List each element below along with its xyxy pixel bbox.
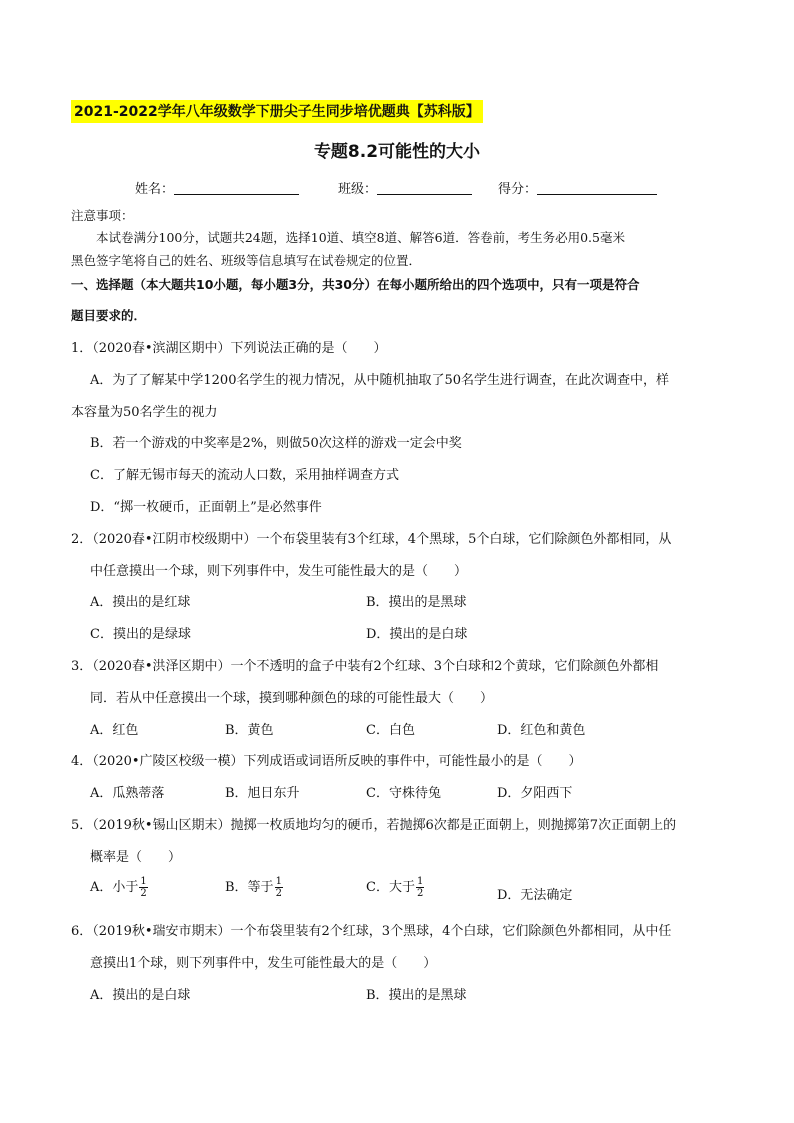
- class-field[interactable]: [338, 178, 472, 197]
- fraction-numerator: 1: [416, 876, 424, 887]
- question-5-option-c[interactable]: [366, 876, 424, 899]
- question-3-stem: 3．（2020春•洪泽区期中）一个不透明的盒子中装有2个红球、3个白球和2个黄球，它们除颜色外都相: [71, 659, 659, 674]
- one-half-fraction: [416, 876, 424, 899]
- question-6-stem: 6．（2019秋•瑞安市期末）一个布袋里装有2个红球，3个黑球，4个白球，它们除颜色外都相同，从中任: [71, 924, 672, 939]
- score-field[interactable]: [498, 178, 657, 197]
- question-1-option-a-cont: 本容量为50名学生的视力: [71, 405, 218, 420]
- question-3-option-c[interactable]: C．白色: [366, 723, 415, 738]
- question-1-stem: 1．（2020春•滨湖区期中）下列说法正确的是（ ）: [71, 341, 387, 356]
- fraction-denominator: 2: [416, 888, 424, 899]
- section-heading-line-2: 题目要求的．: [71, 308, 147, 323]
- question-1-option-b[interactable]: B．若一个游戏的中奖率是2%，则做50次这样的游戏一定会中奖: [90, 436, 462, 451]
- question-1-option-a[interactable]: A．为了了解某中学1200名学生的视力情况，从中随机抽取了50名学生进行调查，在此次调查中，样: [90, 373, 670, 388]
- fraction-denominator: 2: [275, 888, 282, 899]
- exam-series-banner: 2021-2022学年八年级数学下册尖子生同步培优题典【苏科版】: [71, 100, 483, 123]
- score-label: 得分：: [498, 182, 538, 197]
- question-6-stem-cont: 意摸出1个球，则下列事件中，发生可能性最大的是（ ）: [90, 956, 437, 971]
- question-5-option-b[interactable]: [225, 876, 283, 899]
- fraction-denominator: 2: [140, 888, 147, 899]
- question-5-stem-cont: 概率是（ ）: [90, 850, 182, 865]
- name-label: 姓名：: [135, 182, 175, 197]
- fraction-numerator: 1: [275, 876, 282, 887]
- question-5-option-a-text: A．小于: [90, 880, 139, 895]
- name-blank[interactable]: [174, 182, 299, 195]
- question-4-option-b[interactable]: B．旭日东升: [225, 786, 300, 801]
- question-6-option-a[interactable]: A．摸出的是白球: [90, 988, 191, 1003]
- question-3-option-b[interactable]: B．黄色: [225, 723, 274, 738]
- question-5-option-c-text: C．大于: [366, 880, 415, 895]
- name-field[interactable]: [135, 178, 299, 197]
- question-3-option-d[interactable]: D．红色和黄色: [497, 723, 586, 738]
- question-2-stem-cont: 中任意摸出一个球，则下列事件中，发生可能性最大的是（ ）: [90, 564, 468, 579]
- one-half-fraction: [139, 876, 147, 899]
- question-5-option-a[interactable]: [90, 876, 148, 899]
- notes-heading: 注意事项：: [71, 208, 134, 223]
- question-2-option-b[interactable]: B．摸出的是黑球: [366, 595, 467, 610]
- question-1-option-d[interactable]: D．“掷一枚硬币，正面朝上”是必然事件: [90, 500, 322, 515]
- question-2-option-c[interactable]: C．摸出的是绿球: [90, 627, 191, 642]
- score-blank[interactable]: [537, 182, 657, 195]
- class-blank[interactable]: [377, 182, 472, 195]
- question-5-option-b-text: B．等于: [225, 880, 274, 895]
- question-4-option-a[interactable]: A．瓜熟蒂落: [90, 786, 165, 801]
- notes-line-1: 本试卷满分100分，试题共24题，选择10道、填空8道、解答6道．答卷前，考生务必用0.5毫米: [96, 230, 625, 245]
- question-6-option-b[interactable]: B．摸出的是黑球: [366, 988, 467, 1003]
- question-3-option-a[interactable]: A．红色: [90, 723, 139, 738]
- question-4-option-c[interactable]: C．守株待兔: [366, 786, 441, 801]
- question-2-stem: 2．（2020春•江阴市校级期中）一个布袋里装有3个红球，4个黑球，5个白球，它们除颜色外都相同，从: [71, 532, 672, 547]
- question-1-option-c[interactable]: C．了解无锡市每天的流动人口数，采用抽样调查方式: [90, 468, 399, 483]
- question-5-option-d[interactable]: D．无法确定: [497, 888, 573, 903]
- question-4-stem: 4．（2020•广陵区校级一模）下列成语或词语所反映的事件中，可能性最小的是（ ）: [71, 754, 582, 769]
- page-title: 专题8.2可能性的大小: [313, 142, 481, 162]
- question-5-stem: 5．（2019秋•锡山区期末）抛掷一枚质地均匀的硬币，若抛掷6次都是正面朝上，则抛掷第7次正面朝上的: [71, 818, 677, 833]
- notes-line-2: 黑色签字笔将自己的姓名、班级等信息填写在试卷规定的位置．: [71, 253, 422, 268]
- question-3-stem-cont: 同．若从中任意摸出一个球，摸到哪种颜色的球的可能性最大（ ）: [90, 691, 494, 706]
- class-label: 班级：: [338, 182, 378, 197]
- section-heading-line-1: 一、选择题（本大题共10小题，每小题3分，共30分）在每小题所给出的四个选项中，只有一项是符合: [71, 277, 640, 292]
- question-2-option-d[interactable]: D．摸出的是白球: [366, 627, 468, 642]
- one-half-fraction: [275, 876, 283, 899]
- fraction-numerator: 1: [140, 876, 147, 887]
- question-4-option-d[interactable]: D．夕阳西下: [497, 786, 573, 801]
- question-2-option-a[interactable]: A．摸出的是红球: [90, 595, 191, 610]
